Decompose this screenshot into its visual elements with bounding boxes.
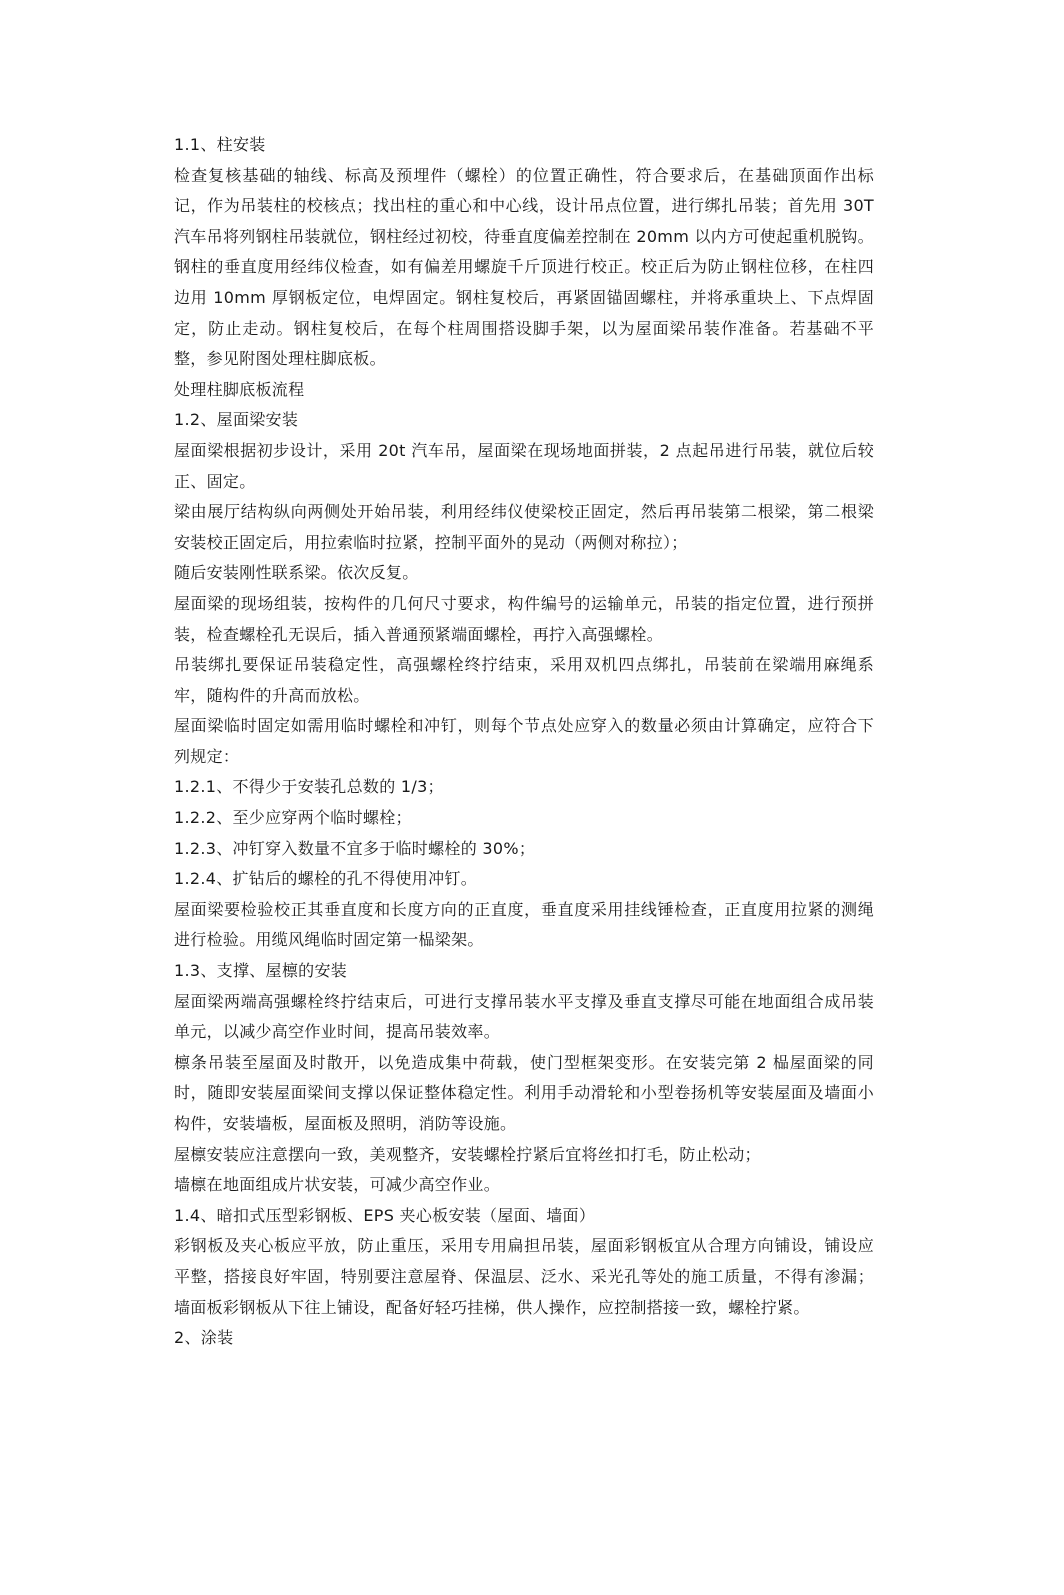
- section-heading-1-1: 1.1、柱安装: [174, 135, 266, 154]
- paragraph-purlin-lifting: 檩条吊装至屋面及时散开，以免造成集中荷载，使门型框架变形。在安装完第 2 榀屋面梁的同时，随即安装屋面梁间支撑以保证整体稳定性。利用手动滑轮和小型卷扬机等安装屋面及墙面小构件，安装墙板，屋面板及照明，消防等设施。: [174, 1052, 874, 1133]
- section-heading-2: 2、涂装: [174, 1328, 234, 1348]
- paragraph-panel-install: 彩钢板及夹心板应平放，防止重压，采用专用扁担吊装，屋面彩钢板宜从合理方向铺设，铺设应平整，搭接良好牢固，特别要注意屋脊、保温层、泛水、采光孔等处的施工质量，不得有渗漏；墙面板彩钢板从下往上铺设，配备好轻巧挂梯，供人操作，应控制搭接一致，螺栓拧紧。: [174, 1236, 874, 1317]
- paragraph-beam-assembly: 屋面梁的现场组装，按构件的几何尺寸要求，构件编号的运输单元，吊装的指定位置，进行预拼装，检查螺栓孔无误后，插入普通预紧端面螺栓，再拧入高强螺栓。: [174, 593, 874, 644]
- paragraph-temporary-fixing: 屋面梁临时固定如需用临时螺栓和冲钉，则每个节点处应穿入的数量必须由计算确定，应符合下列规定：: [174, 716, 874, 766]
- paragraph-wall-purlin: 墙檩在地面组成片状安装，可减少高空作业。: [174, 1175, 501, 1195]
- paragraph-rigid-tie-beam: 随后安装刚性联系梁。依次反复。: [174, 563, 419, 583]
- list-item-1-2-4: 1.2.4、扩钻后的螺栓的孔不得使用冲钉。: [174, 869, 478, 889]
- paragraph-purlin-alignment: 屋檩安装应注意摆向一致，美观整齐，安装螺栓拧紧后宜将丝扣打毛，防止松动；: [174, 1144, 761, 1164]
- paragraph-beam-design: 屋面梁根据初步设计，采用 20t 汽车吊，屋面梁在现场地面拼装，2 点起吊进行吊装，就位后较正、固定。: [174, 440, 874, 491]
- list-item-1-2-3: 1.2.3、冲钉穿入数量不宜多于临时螺栓的 30%；: [174, 838, 536, 858]
- paragraph-column-install: 检查复核基础的轴线、标高及预埋件（螺栓）的位置正确性，符合要求后，在基础顶面作出标记，作为吊装柱的校核点；找出柱的重心和中心线，设计吊点位置，进行绑扎吊装；首先用 30T 汽车吊将列钢柱吊装就位，钢柱经过初校，待垂直度偏差控制在 20mm 以内方可使起重机脱钩。钢柱的垂直度用经纬仪检查，如有偏差用螺旋千斤顶进行校正。校正后为防止钢柱位移，在柱四边用 10mm 厚钢板定位，电焊固定。钢柱复校后，再紧固锚固螺柱，并将承重块上、下点焊固定，防止走动。钢柱复校后，在每个柱周围搭设脚手架，以为屋面梁吊装作准备。若基础不平整，参见附图处理柱脚底板。: [174, 165, 874, 369]
- document-body: [174, 130, 874, 1354]
- section-heading-1-3: 1.3、支撑、屋檩的安装: [174, 961, 348, 981]
- section-heading-1-2: 1.2、屋面梁安装: [174, 410, 299, 430]
- list-item-1-2-2: 1.2.2、至少应穿两个临时螺栓；: [174, 808, 412, 828]
- paragraph-base-plate-flow: 处理柱脚底板流程: [174, 379, 305, 399]
- list-item-1-2-1: 1.2.1、不得少于安装孔总数的 1/3；: [174, 777, 444, 797]
- paragraph-bracing-install: 屋面梁两端高强螺栓终拧结束后，可进行支撑吊装水平支撑及垂直支撑尽可能在地面组合成吊装单元，以减少高空作业时间，提高吊装效率。: [174, 991, 874, 1042]
- section-heading-1-4: 1.4、暗扣式压型彩钢板、EPS 夹心板安装（屋面、墙面）: [174, 1205, 596, 1225]
- paragraph-verticality-check: 屋面梁要检验校正其垂直度和长度方向的正直度，垂直度采用挂线锤检查，正直度用拉紧的测绳进行检验。用缆风绳临时固定第一榀梁架。: [174, 899, 874, 950]
- paragraph-beam-lifting-order: 梁由展厅结构纵向两侧处开始吊装，利用经纬仪使梁校正固定，然后再吊装第二根梁，第二根梁安装校正固定后，用拉索临时拉紧，控制平面外的晃动（两侧对称拉）；: [174, 502, 874, 552]
- paragraph-lifting-binding: 吊装绑扎要保证吊装稳定性，高强螺栓终拧结束，采用双机四点绑扎，吊装前在梁端用麻绳系牢，随构件的升高而放松。: [174, 655, 874, 705]
